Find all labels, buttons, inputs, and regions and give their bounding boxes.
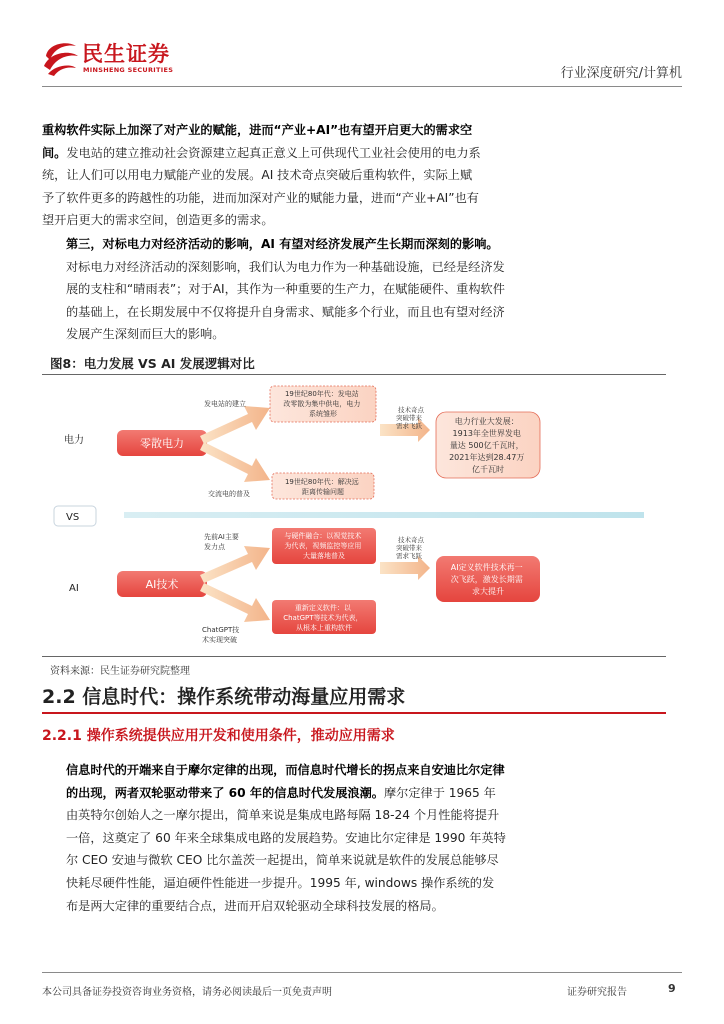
logo-en-text: MINSHENG SECURITIES (83, 66, 174, 74)
box-electric-1-line-3: 系统雏形 (309, 410, 337, 418)
row-label-electric: 电力 (64, 435, 84, 446)
jump-label-ai (396, 535, 426, 560)
jump-label-electric-line-3: 需求飞跃 (396, 422, 422, 430)
result-ai-line-3: 求大提升 (472, 587, 504, 596)
jump-label-ai-line-3: 需求飞跃 (396, 552, 422, 560)
footer-disclaimer: 本公司具备证券投资咨询业务资格，请务必阅读最后一页免责声明 (42, 987, 332, 998)
label-ac-adoption: 交流电的普及 (208, 490, 250, 498)
minsheng-logo-icon (42, 38, 80, 78)
box-electric-1-line-1: 19世纪80年代：发电站 (284, 390, 359, 398)
arrow-ai-up (200, 546, 270, 583)
label-chatgpt-line-1: ChatGPT技 (202, 626, 240, 634)
result-ai-line-1: AI定义软件技术再一 (450, 563, 523, 572)
jump-label-ai-line-2: 突破带来 (396, 544, 422, 552)
result-electric-line-5: 亿千瓦时 (472, 465, 504, 474)
figure-source: 资料来源：民生证券研究院整理 (50, 666, 190, 677)
jump-label-electric-line-1: 技术奇点 (398, 406, 424, 414)
box-ai-1-line-3: 大量落地普及 (303, 552, 345, 560)
label-power-station: 发电站的建立 (204, 400, 246, 408)
box-ai-1-line-2: 为代表，视频监控等应用 (284, 542, 362, 550)
result-electric-line-1: 电力行业大发展： (454, 417, 519, 426)
vs-badge-label: VS (66, 512, 80, 523)
result-electric-line-2: 1913年全世界发电 (452, 429, 521, 438)
box-ai-2-line-2: ChatGPT等技术为代表， (283, 614, 363, 622)
subsection-heading: 2.2.1 操作系统提供应用开发和使用条件，推动应用需求 (42, 728, 395, 744)
section-heading-underline (42, 712, 666, 714)
page-header (0, 0, 724, 92)
section-heading: 2.2 信息时代：操作系统带动海量应用需求 (42, 686, 406, 708)
paragraph-3-text: 摩尔定律于 1965 年由英特尔创始人之一摩尔提出，简单来说是集成电路每隔 18-24 个月性能将提升一倍，这奠定了 60 年来全球集成电路的发展趋势。安迪比尔定律是 1990 年英特尔 CEO 安迪与微软 CEO 比尔盖茨一起提出，简单来说就是软件的发展总能够尽快耗尽硬件性能，逼迫硬件性能进一步提升。1995 年, windows 操作系统的发布是两大定律的重要结合点，进而开启双轮驱动全球科技发展的格局。 (66, 785, 506, 913)
logo-cn-text: 民生证券 (82, 42, 170, 66)
paragraph-1-bold: 重构软件实际上加深了对产业的赋能，进而“产业+AI”也有望开启更大的需求空间。 (42, 123, 473, 160)
result-electric-line-3: 量达 500亿千瓦时， (449, 441, 524, 450)
arrow-power-down (200, 442, 270, 482)
paragraph-2-bold: 第三，对标电力对经济活动的影响，AI 有望对经济发展产生长期而深刻的影响。 (66, 237, 499, 251)
paragraph-2-text: 对标电力对经济活动的深刻影响，我们认为电力作为一种基础设施，已经是经济发展的支柱和“晴雨表”；对于AI，其作为一种重要的生产力，在赋能硬件、重构软件的基础上，在长期发展中不仅将提升自身需求、赋能多个行业，而且也有望对经济发展产生深刻而巨大的影响。 (66, 259, 505, 342)
box-electric-2-line-1: 19世纪80年代：解决远 (284, 478, 359, 486)
result-electric-line-4: 2021年达到28.47万 (449, 453, 525, 462)
node-ai-tech-label: AI技术 (145, 578, 179, 591)
box-ai-2-line-3: 从根本上重构软件 (296, 624, 352, 632)
label-prior-ai (204, 532, 241, 551)
paragraph-3 (42, 759, 506, 917)
label-prior-ai-line-2: 发力点 (204, 543, 225, 551)
arrow-power-up (200, 406, 270, 444)
paragraph-3-bold: 信息时代的开端来自于摩尔定律的出现，而信息时代增长的拐点来自安迪比尔定律的出现，两者双轮驱动带来了 60 年的信息时代发展浪潮。 (66, 763, 505, 800)
label-chatgpt (202, 625, 242, 644)
row-label-ai: AI (69, 583, 79, 594)
page-number: 9 (668, 982, 676, 995)
paragraph-1 (42, 119, 482, 232)
node-scattered-power-label: 零散电力 (140, 437, 184, 450)
box-ai-2-line-1: 重新定义软件：以 (294, 604, 351, 612)
jump-label-electric (396, 405, 426, 430)
comparison-diagram (42, 376, 666, 654)
jump-label-electric-line-2: 突破带来 (396, 414, 422, 422)
box-electric-1-line-2: 改零散为集中供电，电力 (283, 400, 361, 408)
header-divider (42, 86, 682, 87)
box-electric-2-line-2: 距离传输问题 (302, 488, 344, 496)
footer-divider (42, 972, 682, 973)
jump-label-ai-line-1: 技术奇点 (398, 536, 424, 544)
minsheng-logo (42, 38, 182, 78)
paragraph-1-text: 发电站的建立推动社会资源建立起真正意义上可供现代工业社会使用的电力系统，让人们可以用电力赋能产业的发展。AI 技术奇点突破后重构软件，实际上赋予了软件更多的跨越性的功能，进而加深对产业的赋能力量，进而“产业+AI”也有望开启更大的需求空间，创造更多的需求。 (42, 145, 481, 228)
figure-bottom-rule (42, 656, 666, 657)
footer-report-type: 证券研究报告 (567, 987, 627, 998)
vs-divider-bar (124, 512, 644, 518)
report-category: 行业深度研究/计算机 (560, 66, 682, 81)
result-ai-line-2: 次飞跃，激发长期需 (450, 575, 523, 584)
label-prior-ai-line-1: 先前AI主要 (204, 533, 239, 541)
figure-title: 图8：电力发展 VS AI 发展逻辑对比 (50, 356, 255, 371)
figure-top-rule (42, 374, 666, 375)
label-chatgpt-line-2: 术实现突破 (202, 636, 237, 644)
arrow-ai-down (200, 583, 270, 622)
box-ai-1-line-1: 与硬件融合：以视觉技术 (284, 532, 362, 540)
paragraph-2 (42, 233, 506, 346)
